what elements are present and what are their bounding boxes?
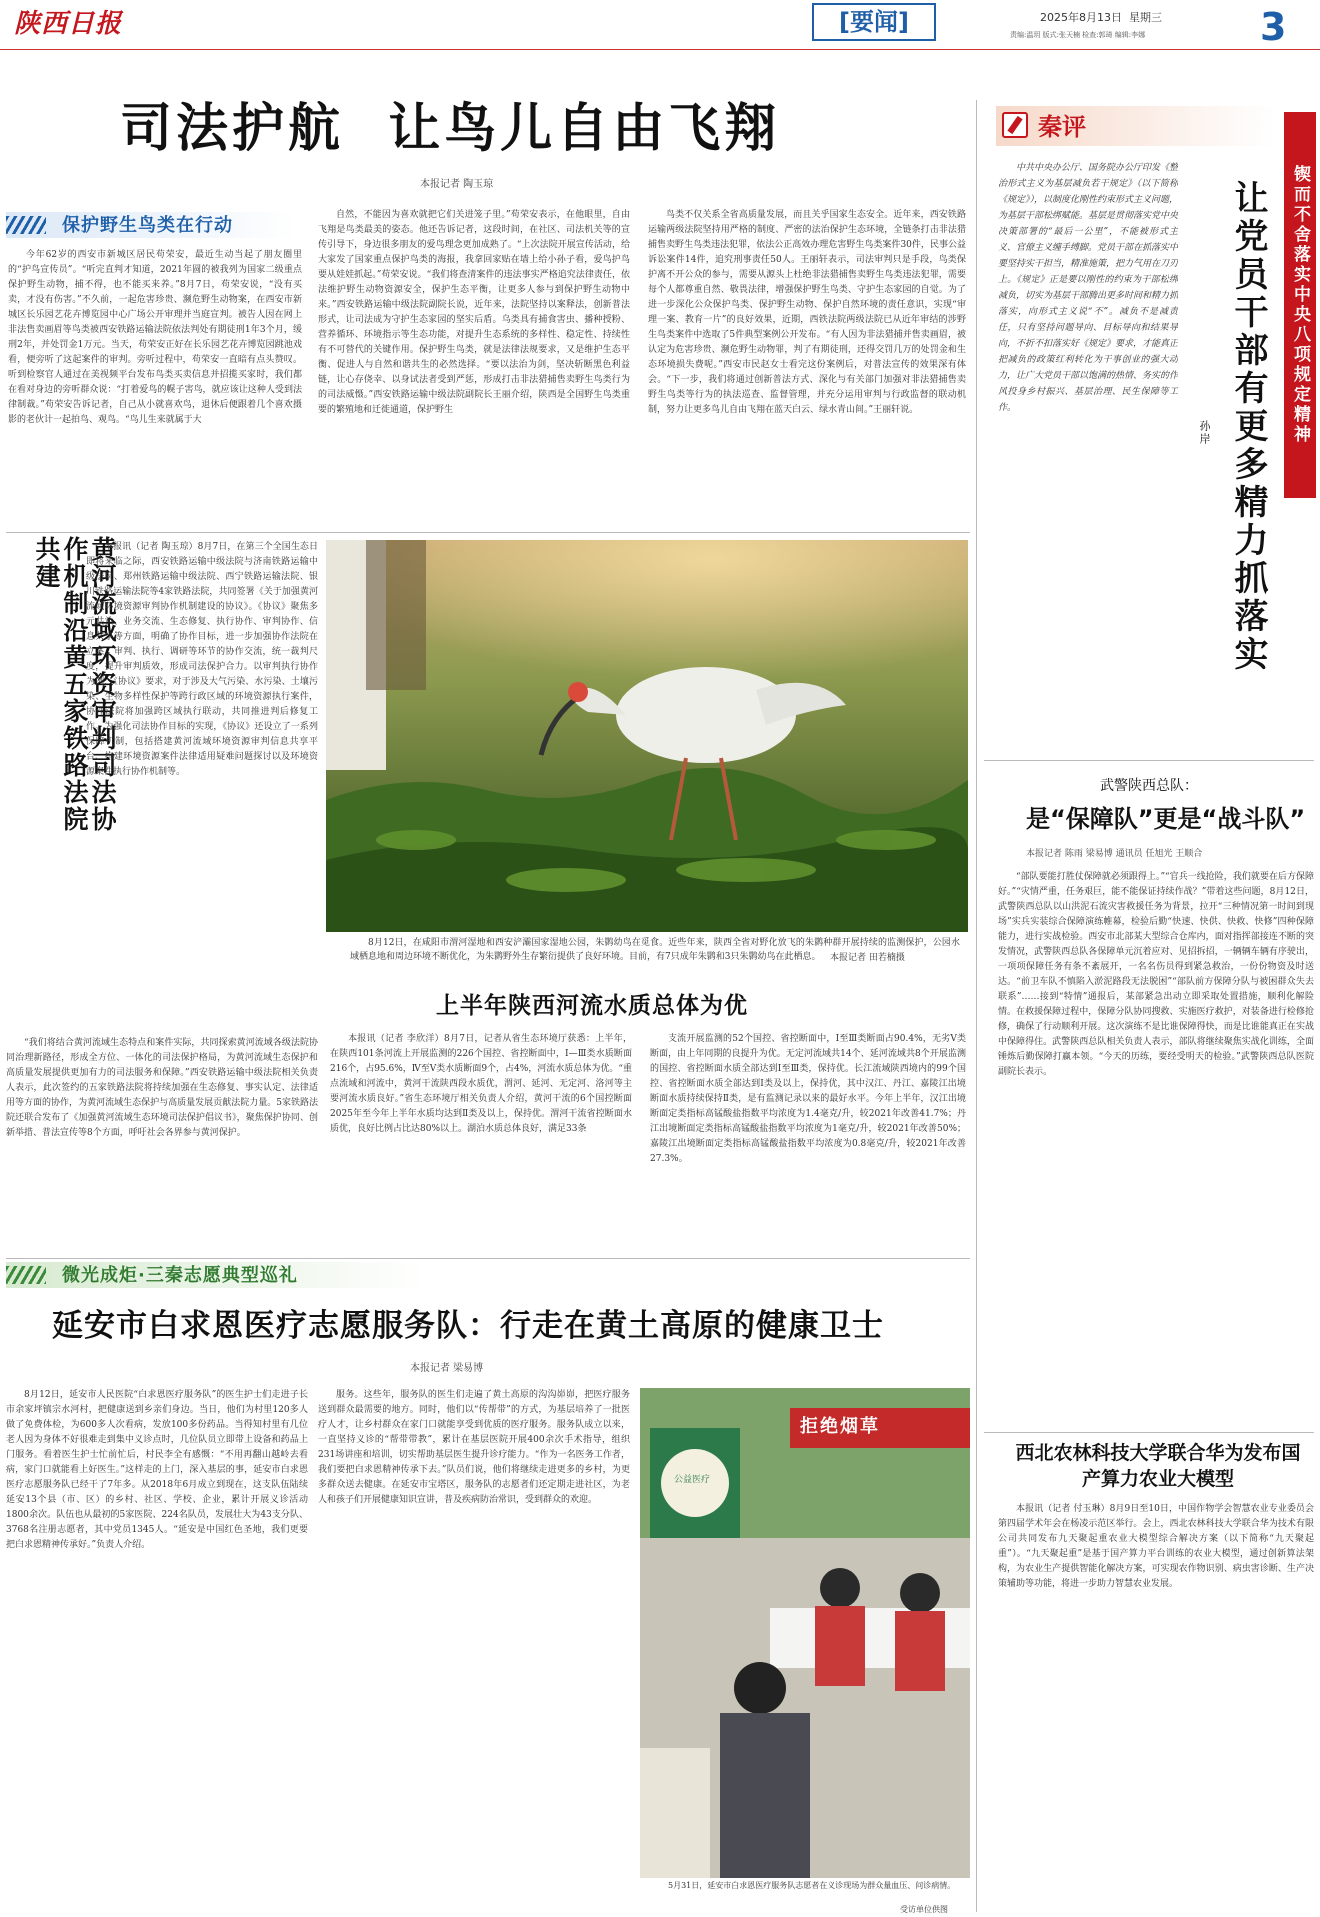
issue-date: 2025年8月13日 [1040, 11, 1122, 24]
rule [976, 100, 977, 1912]
clinic-photo [640, 1388, 970, 1878]
editors-line: 责编:温玥 版式:张天楠 检查:郭琦 编辑:李娜 [1010, 31, 1146, 39]
rule [6, 532, 970, 533]
volunteer-section: 微光成炬·三秦志愿典型巡礼 [62, 1265, 298, 1286]
ibis-credit: 本报记者 田若楠摄 [830, 953, 905, 963]
water-col-1-text: 本报讯（记者 李欣洋）8月7日，记者从省生态环境厅获悉：上半年，在陕西101条河流上开展监测的226个国控、省控断面中，Ⅰ—Ⅲ类水质断面216个，占95.6%，Ⅳ至Ⅴ类水质断面9个，占4%，河流水质总体为优。“重点流域和河流中，黄河干流陕西段水质优，渭河、延河、无定河、洛河等主要河流水质良好。”省生态环境厅相关负责人介绍，黄河干流的6个国控断面2025年至今年上半年水质均达到Ⅱ类及以上，保持优。渭河干流省控断面水质优，良好比例占比达80%以上。湖泊水质总体良好，满足33条 [330, 1034, 632, 1134]
volunteer-col-1-text: 8月12日，延安市人民医院“白求恩医疗服务队”的医生护士们走进子长市余家坪镇宗水河村，把健康送到乡亲们身边。当日，他们为村里120多人做了免费体检，为600多人次看病，发放100多份药品。当得知村里有几位老人因为身体不好很难走到集中义诊点时，几位队员立即带上设备和药品上门服务。看着医生护士忙前忙后，村民李全有感慨：“不用再翻山越岭去看病，家门口就能看上好医生。”这样走的上门，深入基层的事，延安市白求恩医疗志愿服务队已经干了7年多。从2018年6月成立到现在，这支队伍陆续延安13个县（市、区）的乡村、社区、学校、企业，累计开展义诊活动1800余次。队伍也从最初的5家医院、224名队员，发展壮大为43支分队、3768名注册志愿者，其中党员1345人。“延安是中国红色圣地，我们更要把白求恩精神传承好。”负责人介绍。 [6, 1390, 308, 1550]
yr-body-b-text: “我们将结合黄河流域生态特点和案件实际，共同探索黄河流域各级法院协同治理新路径，形成全方位、一体化的司法保护格局，为黄河流域生态保护和高质量发展提供更加有力的司法服务和保障。”西安铁路运输中级法院相关负责人表示，此次签约的五家铁路法院将持续加强在生态修复、事实认定、法律适用等方面的协作，为黄河流域生态保护与高质量发展贡献法院力量。5家铁路法院还联合发布了《加强黄河流域生态环境司法保护倡议书》，聚焦保护协同、创新举措、普法宣传等8个方面，呼吁社会各界参与黄河保护。 [6, 1038, 318, 1138]
section-stripes [6, 1266, 46, 1284]
wujing-kicker: 武警陕西总队： [1100, 778, 1198, 794]
yr-headline-text: 黄河流域环资审判司法协作机制沿黄五家铁路法院共建 [32, 536, 117, 833]
qinping-body-text: 中共中央办公厅、国务院办公厅印发《整治形式主义为基层减负若干规定》（以下简称《规定》），以制度化刚性约束形式主义问题，为基层干部松绑赋能。基层是贯彻落实党中央决策部署的“最后一公里”，不能被形式主义、官僚主义缠手缚脚。党员干部在抓落实中要坚持实干担当，精准施策，把力气用在刀刃上。《规定》正是要以刚性的约束为干部松绑减负，切实为基层干部腾出更多时间和精力抓落实，向形式主义说“不”。减负不是减责任，只有坚持问题导向、目标导向和结果导向，不折不扣落实好《规定》要求，才能真正把减负的政策红利转化为干事创业的强大动力，让广大党员干部以饱满的热情、务实的作风投身乡村振兴、基层治理、民生保障等工作。 [998, 163, 1178, 413]
ibis-caption: 8月12日，在咸阳市渭河湿地和西安浐灞国家湿地公园，朱鹮幼鸟在觅食。近些年来，陕西全省对野化放飞的朱鹮种群开展持续的监测保护，公园水域栖息地和周边环境不断优化，为朱鹮野外生存繁衍提供了良好环境。目前，有7只成年朱鹮和3只朱鹮幼鸟在此栖息。 [350, 938, 960, 962]
yr-body-b [6, 1036, 318, 1254]
volunteer-col-2 [318, 1388, 630, 1914]
clinic-photo-art [640, 1388, 970, 1878]
wujing-body-text: “部队要能打胜仗保障就必须跟得上。”“官兵一线抢险，我们就要在后方保障好。”“灾情严重，任务艰巨，能不能保证持续作战？”带着这些问题，8月12日，武警陕西总队以山洪泥石流灾害救援任务为背景，拉开“三种情况第一时间到现场”实兵实装综合保障演练帷幕，检验后勤“快速、快供、快救、快修”四种保障能力，进行实战检验。西安市北部某大型综合仓库内，面对指挥部接连不断的突发情况，武警陕西总队各保障单元沉着应对、见招拆招，一辆辆车辆有序驶出，一项项保障任务有条不紊展开，一名名伤员得到紧急救治，一份份物资及时送达。“前卫车队不慎陷入淤泥路段无法脱困”“部队前方保障分队与被困群众失去联系”……接到“特情”通报后，某部紧急出动立即采取处置措施，顺利化解险情。在救援保障过程中，保障分队协同搜救、实施医疗救护，对装备进行检修抢修，确保了行动顺利开展。这次演练不是比谁保障得快，而是比谁能真正在实战中保障得住。武警陕西总队相关负责人表示，部队将继续聚焦实战化训练，全面锤炼后勤保障打赢本领。“今天的历练，要经受明天的检验。”武警陕西总队医院副院长表示。 [998, 872, 1314, 1077]
section-badge: [要闻] [812, 3, 936, 41]
volunteer-section-bar [6, 1262, 426, 1288]
lead-byline: 本报记者 陶玉琼 [420, 179, 494, 190]
clinic-board-text: 公益医疗 [674, 1475, 711, 1485]
water-headline: 上半年陕西河流水质总体为优 [436, 993, 748, 1019]
kicker-stripes [6, 216, 46, 234]
pen-icon [1002, 112, 1028, 138]
masthead [0, 0, 1320, 50]
lead-col-2-text: 自然，不能因为喜欢就把它们关进笼子里。”苟荣安表示，在他眼里，自由飞翔是鸟类最美的姿态。他还告诉记者，这段时间，在社区、司法机关等的宣传引导下，身边很多朋友的爱鸟理念更加成熟了。“上次法院开展宣传活动，给大家发了国家重点保护鸟类的海报，我拿回家贴在墙上给小孙子看，爱鸟护鸟要从娃娃抓起。”苟荣安说。“我们将查清案件的违法事实严格追究法律责任，依法维护野生动物资源安全，保护生态平衡，让更多人参与到保护野生动物中来。”西安铁路运输中级法院副院长说，近年来，法院坚持以案释法，创新普法形式，让司法成为守护生态家园的坚实后盾。乌类具有捕食害虫、播种授粉、营养循环、环境指示等生态功能，对提升生态系统的多样性、稳定性、持续性有不可替代的关键作用。保护野生鸟类，就是法律法规要求，又是维护生态平衡、促进人与自然和谐共生的必然选择。“要以法治为剑，坚决斩断黑色利益链，让心存侥幸、以身试法者受到严惩，形成打击非法猎捕售卖野生鸟类行为的司法威慑。”西安铁路运输中级法院副院长王丽介绍，陕西是全国野生鸟类重要的繁殖地和迁徙通道，保护野生 [318, 210, 630, 415]
volunteer-headline: 延安市白求恩医疗志愿服务队：行走在黄土高原的健康卫士 [52, 1308, 884, 1344]
wujing-body [998, 870, 1314, 1430]
yr-body-a [86, 540, 318, 1030]
clinic-caption: 5月31日，延安市白求恩医疗服务队志愿者在义诊现场为群众量血压、问诊病情。 [668, 1881, 956, 1890]
lead-col-1-text: 今年62岁的西安市新城区居民苟荣安，最近生动当起了朋友圈里的“护鸟宣传员”。“听完直判才知道，2021年圆的被我列为国家二级重点保护野生动物，捕不得，也不能买来养。”8月7日，苟荣安说，“没有买卖，才没有伤害。”不久前，一起危害珍贵、濒危野生动物案，在西安市新城区长乐园艺花卉博览园中心广场公开审理并当庭宣判。被告人因在网上非法售卖画眉等鸟类被西安铁路运输法院依法判处有期徒刑1年3个月，缓刑2年，并处罚金1万元。当天，苟荣安正好在长乐园艺花卉博览园跳池戏看，便旁听了这起案件的审判。旁听过程中，苟荣安一直暗有点头赞叹。听到检察官人通过在美视频平台发布鸟类买卖信息并招揽买家时，我们都在看对身边的旁听群众说：“打着爱鸟的幌子害鸟，就应该让这种人受到法律制裁。”苟荣安告诉记者，自己从小就喜欢鸟，退休后便跟着几个喜欢摄影的老伙计一起拍鸟、观鸟。“鸟儿生来就属于大 [8, 250, 302, 425]
water-col-1 [330, 1032, 632, 1254]
qinping-headline-text: 让党员干部有更多精力抓落实 [1228, 180, 1268, 674]
lead-headline: 司法护航 让鸟儿自由飞翔 [120, 99, 781, 159]
masthead-date-row [1040, 10, 1162, 26]
lead-col-1 [8, 248, 302, 523]
water-col-2-text: 支流开展监测的52个国控、省控断面中，Ⅰ至Ⅲ类断面占90.4%，无劣Ⅴ类断面，由上年同期的良提升为优。无定河流域共14个、延河流域共8个开展监测的国控、省控断面水质全部达到Ⅰ至Ⅲ类，保持优。长江流域陕西境内的99个国控、省控断面水质全部达到Ⅰ类及以上，保持优，其中汉江、丹江、嘉陵江出境断面水质持续保持Ⅱ类，是有监测记录以来的最好水平。今年上半年，汉江出境断面定类指标高锰酸盐指数平均浓度为1.4毫克/升，较2021年改善41.7%；丹江出境断面定类指标高锰酸盐指数平均浓度为1毫克/升，较2021年改善50%；嘉陵江出境断面定类指标高锰酸盐指数平均浓度为0.8毫克/升，较2021年改善27.3%。 [650, 1034, 966, 1164]
ibis-photo [326, 540, 968, 932]
lead-kicker: 保护野生鸟类在行动 [62, 215, 233, 236]
volunteer-byline: 本报记者 梁易博 [410, 1363, 484, 1374]
section-name: 要闻 [850, 8, 898, 36]
nwafu-headline: 西北农林科技大学联合华为发布国产算力农业大模型 [1015, 1442, 1301, 1490]
water-col-2 [650, 1032, 966, 1254]
nwafu-body [998, 1502, 1314, 1912]
masthead-logo: 陕西日报 [14, 9, 123, 39]
lead-col-2 [318, 208, 630, 526]
qinping-author: 孙岸 [1197, 420, 1211, 446]
volunteer-col-1 [6, 1388, 308, 1914]
yr-body-a-text: 本报讯（记者 陶玉琼）8月7日，在第三个全国生态日即将来临之际，西安铁路运输中级法院与济南铁路运输中级法院、郑州铁路运输中级法院、西宁铁路运输法院、银川铁路运输法院等4家铁路法院，共同签署《关于加强黄河流域环境资源审判协作机制建设的协议》。《协议》聚焦多元共治、业务交流、生态修复、执行协作、审判协作、信息共享等方面，明确了协作目标，进一步加强协作法院在立案、审判、执行、调研等环节的协作交流，统一裁判尺度，提升审判质效，形成司法保护合力。以审判执行协作为例，《协议》要求，对于涉及大气污染、水污染、土壤污染、生物多样性保护等跨行政区域的环境资源执行案件，协作法院将加强跨区域执行联动，共同推进判后修复工作。为强化司法协作目标的实现，《协议》还设立了一系列保障机制，包括搭建黄河流域环境资源审判信息共享平台、构建环境资源案件法律适用疑难问题探讨以及环境资源案件执行协作机制等。 [86, 542, 318, 777]
clinic-sign-text: 拒绝烟草 [800, 1416, 880, 1437]
clinic-credit: 受访单位供图 [900, 1905, 948, 1914]
lead-col-3 [648, 208, 966, 526]
lead-col-3-text: 鸟类不仅关系全省高质量发展，而且关乎国家生态安全。近年来，西安铁路运输两级法院坚持用严格的制度、严密的法治保护生态环境，全链条打击非法猎捕售卖野生鸟类违法犯罪，依法公正高效办理危害野生鸟类案件30件，民事公益诉讼案件14件，追究刑事责任50人。王丽轩表示，司法审判只是手段，鸟类保护离不开公众的参与，需要从源头上杜绝非法猎捕售卖野生鸟类违法犯罪，需要每个人都尊重自然、敬畏法律，增强保护野生鸟类、守护生态家园的自觉。为了进一步深化公众保护鸟类、保护野生动物、保护自然环境的责任意识，实现“审理一案、教育一片”的良好效果，近期，西铁法院两级法院已从近年审结的涉野生鸟类案件中选取了5件典型案例公开发布。“有人因为非法猎捕并售卖画眉，被认定为危害珍贵、濒危野生动物罪，判了有期徒刑，还得交罚几万的处罚金和生态环境损失费呢。”西安市民赵女士看完这份案例后，对普法宣传的效果深有体会。“下一步，我们将通过创新普法方式、深化与有关部门加强对非法猎捕售卖野生鸟类等行为的执法巡查、监督管理，并充分运用审判与行政监督的联动机制，努力让更多鸟儿自由飞翔在蓝天白云、绿水青山间。”王丽轩说。 [648, 210, 966, 415]
rule [984, 1432, 1314, 1433]
nwafu-body-text: 本报讯（记者 付玉琳）8月9日至10日，中国作物学会智慧农业专业委员会第四届学术年会在杨凌示范区举行。会上，西北农林科技大学联合华为技术有限公司共同发布九天聚起重农业大模型综合解决方案（以下简称“九天聚起重”）。“九天聚起重”是基于国产算力平台训练的农业大模型，通过创新算法架构，为农业生产提供智能化解决方案，可实现农作物识别、病虫害诊断、生产决策辅助等功能，将进一步助力智慧农业发展。 [998, 1504, 1314, 1589]
wujing-byline: 本报记者 陈雨 梁易博 通讯员 任旭光 王顺合 [1026, 849, 1203, 859]
rule [6, 1258, 970, 1259]
qinping-body [998, 160, 1178, 740]
qinping-label: 秦评 [1038, 113, 1086, 141]
qinping-vertical-tag [1284, 112, 1316, 498]
qinping-headline [1228, 180, 1268, 680]
qinping-label-box [996, 106, 1276, 146]
ibis-photo-art [326, 540, 968, 932]
qinping-tag-text: 锲而不舍落实中央八项规定精神 [1290, 165, 1310, 445]
issue-weekday: 星期三 [1129, 11, 1162, 24]
page-number: 3 [1260, 5, 1287, 49]
rule [984, 760, 1314, 761]
lead-kicker-bar [6, 212, 296, 238]
wujing-headline: 是“保障队”更是“战斗队” [1026, 805, 1306, 833]
volunteer-col-2-text: 服务。这些年，服务队的医生们走遍了黄土高原的沟沟峁峁，把医疗服务送到群众最需要的地方。同时，他们以“传帮带”的方式，为基层培养了一批医疗人才，让乡村群众在家门口就能享受到优质的医疗服务。服务队成立以来，一直坚持义诊的“帮带带教”，累计在基层医院开展400余次手术指导，组织231场讲座和培训，切实帮助基层医生提升诊疗能力。“作为一名医务工作者，我们要把白求恩精神传承下去。”队员们说，他们将继续走进更多的乡村，为更多群众送去健康。在延安市宝塔区，服务队的志愿者们还定期走进社区，为老人和孩子们开展健康知识宣讲，普及疾病防治常识，受到群众的欢迎。 [318, 1390, 630, 1505]
